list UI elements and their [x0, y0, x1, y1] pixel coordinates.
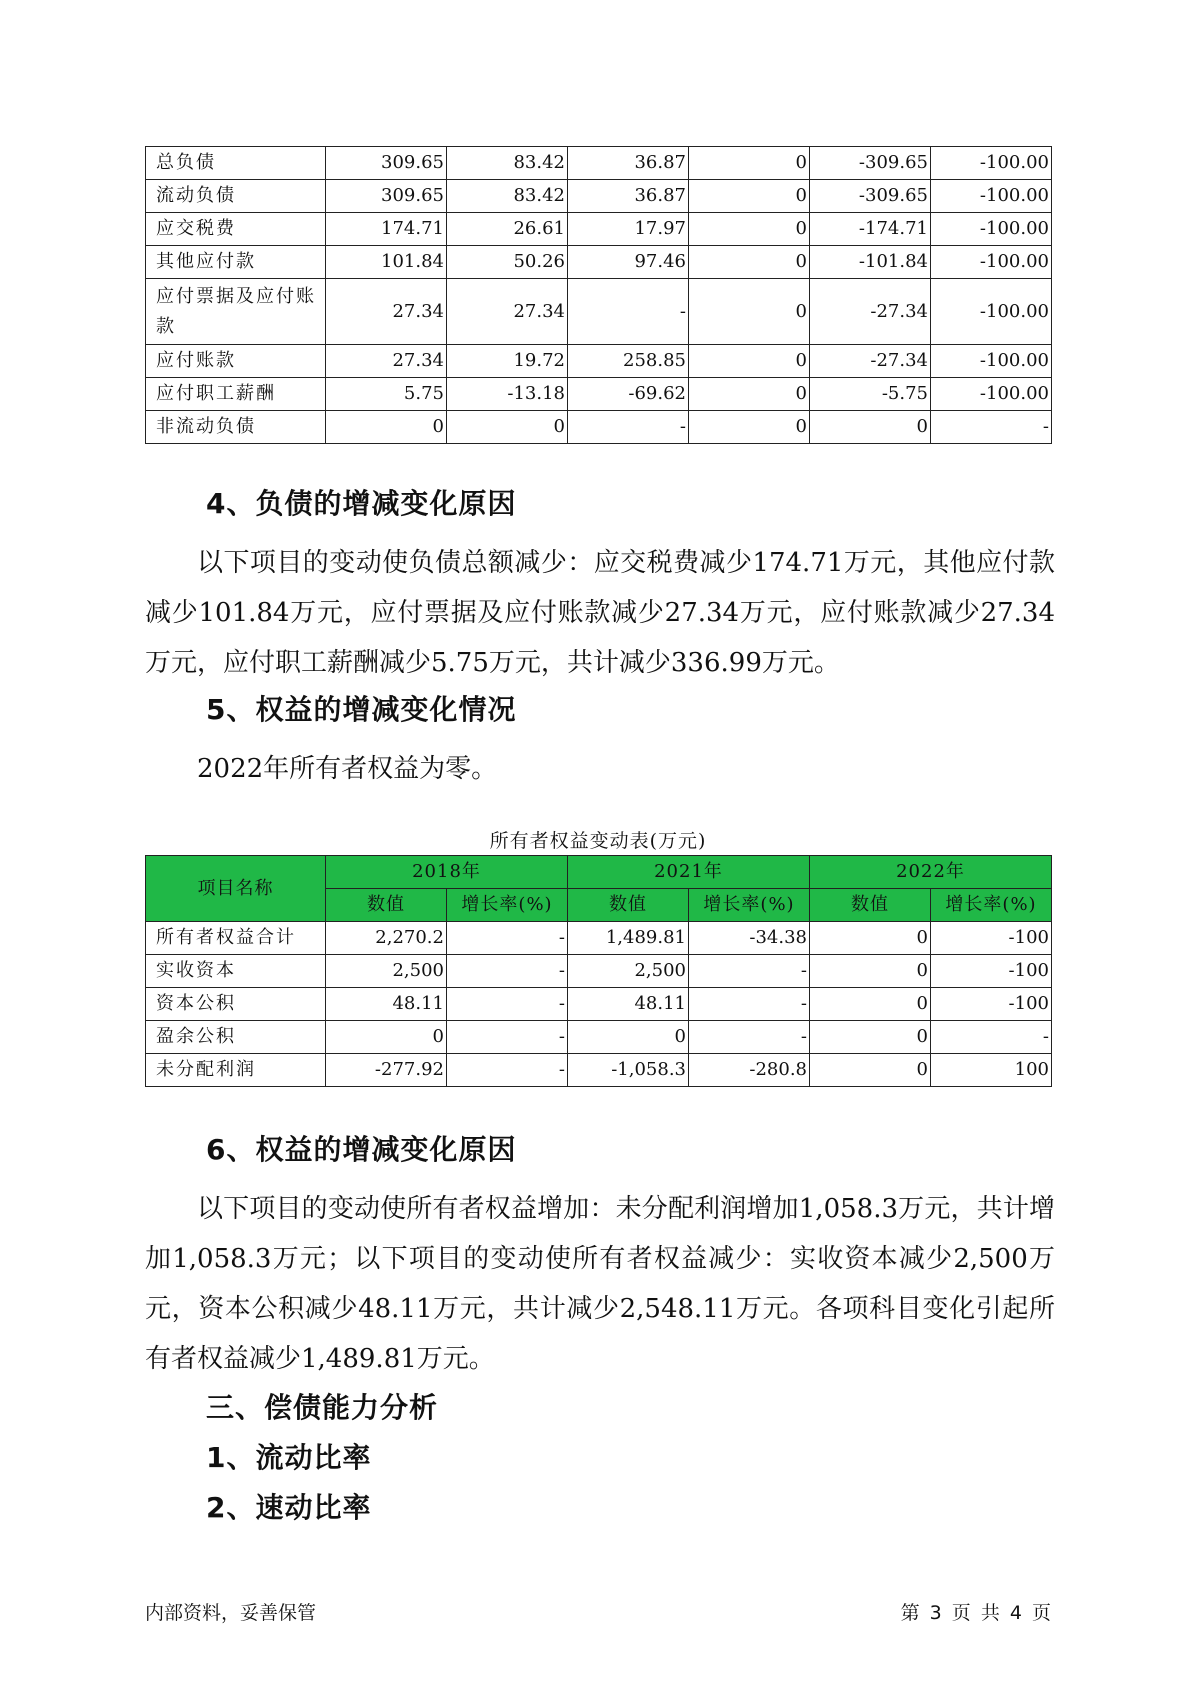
cell: -309.65: [810, 180, 931, 213]
cell: 101.84: [326, 246, 447, 279]
footer-confidential-note: 内部资料，妥善保管: [145, 1602, 317, 1624]
cell: -: [689, 1021, 810, 1054]
cell: -: [447, 988, 568, 1021]
cell: -27.34: [810, 345, 931, 378]
header-row: [146, 856, 1052, 889]
cell: 0: [689, 345, 810, 378]
section-three-heading: 三、偿债能力分析: [206, 1391, 439, 1424]
footer-page-number: 第 3 页 共 4 页: [900, 1602, 1051, 1624]
value-header: 数值: [326, 889, 447, 922]
cell: -100: [931, 988, 1052, 1021]
cell: 48.11: [568, 988, 689, 1021]
current-ratio-heading: 1、流动比率: [206, 1441, 372, 1474]
cell: -100.00: [931, 378, 1052, 411]
table-row: [146, 147, 1052, 180]
cell: 48.11: [326, 988, 447, 1021]
cell: 0: [810, 955, 931, 988]
cell: -5.75: [810, 378, 931, 411]
cell: 1,489.81: [568, 922, 689, 955]
cell: 0: [689, 246, 810, 279]
row-name: 未分配利润: [146, 1054, 326, 1087]
cell: 309.65: [326, 180, 447, 213]
row-name: 总负债: [146, 147, 326, 180]
year-header: 2021年: [568, 856, 810, 889]
liability-table: [145, 146, 1052, 444]
cell: 17.97: [568, 213, 689, 246]
cell: -100.00: [931, 279, 1052, 345]
cell: 0: [568, 1021, 689, 1054]
cell: -101.84: [810, 246, 931, 279]
cell: 0: [689, 213, 810, 246]
row-name: 其他应付款: [146, 246, 326, 279]
cell: -280.8: [689, 1054, 810, 1087]
year-header: 2018年: [326, 856, 568, 889]
section-5-paragraph: 2022年所有者权益为零。: [197, 754, 498, 784]
growth-header: 增长率(%): [447, 889, 568, 922]
cell: 36.87: [568, 147, 689, 180]
cell: -309.65: [810, 147, 931, 180]
cell: -: [568, 279, 689, 345]
table-row: [146, 988, 1052, 1021]
section-6-paragraph: 以下项目的变动使所有者权益增加：未分配利润增加1,058.3万元，共计增加1,058.3万元；以下项目的变动使所有者权益减少：实收资本减少2,500万元，资本公积减少48.11万元，共计减少2,548.11万元。各项科目变化引起所有者权益减少1,489.81万元。: [145, 1194, 1055, 1374]
section-6-heading: 6、权益的增减变化原因: [206, 1133, 517, 1166]
cell: 0: [810, 922, 931, 955]
growth-header: 增长率(%): [931, 889, 1052, 922]
table-row: [146, 1054, 1052, 1087]
cell: 2,500: [326, 955, 447, 988]
row-name: 应付票据及应付账款: [146, 279, 326, 345]
cell: 100: [931, 1054, 1052, 1087]
item-name-header: 项目名称: [146, 856, 326, 922]
cell: 0: [326, 1021, 447, 1054]
table-row: [146, 345, 1052, 378]
cell: -: [447, 955, 568, 988]
table-row: [146, 180, 1052, 213]
table-row: [146, 411, 1052, 444]
cell: -100: [931, 955, 1052, 988]
equity-table-caption: 所有者权益变动表(万元): [489, 830, 707, 852]
cell: 0: [689, 378, 810, 411]
row-name: 流动负债: [146, 180, 326, 213]
row-name: 所有者权益合计: [146, 922, 326, 955]
cell: 0: [326, 411, 447, 444]
cell: -100: [931, 922, 1052, 955]
row-name: 资本公积: [146, 988, 326, 1021]
cell: 2,500: [568, 955, 689, 988]
quick-ratio-heading: 2、速动比率: [206, 1491, 372, 1524]
cell: 83.42: [447, 147, 568, 180]
section-4-heading: 4、负债的增减变化原因: [206, 487, 517, 520]
cell: -34.38: [689, 922, 810, 955]
table-row: [146, 378, 1052, 411]
cell: -: [931, 411, 1052, 444]
cell: 309.65: [326, 147, 447, 180]
cell: 258.85: [568, 345, 689, 378]
year-header: 2022年: [810, 856, 1052, 889]
cell: -: [447, 922, 568, 955]
row-name: 盈余公积: [146, 1021, 326, 1054]
cell: 0: [810, 1054, 931, 1087]
cell: -: [447, 1054, 568, 1087]
cell: -174.71: [810, 213, 931, 246]
cell: -27.34: [810, 279, 931, 345]
cell: 36.87: [568, 180, 689, 213]
cell: 5.75: [326, 378, 447, 411]
cell: 174.71: [326, 213, 447, 246]
row-name: 应付账款: [146, 345, 326, 378]
cell: -: [931, 1021, 1052, 1054]
cell: 83.42: [447, 180, 568, 213]
cell: 19.72: [447, 345, 568, 378]
cell: 0: [689, 180, 810, 213]
cell: -: [568, 411, 689, 444]
cell: -: [447, 1021, 568, 1054]
table-row: [146, 279, 1052, 345]
section-4-paragraph: 以下项目的变动使负债总额减少：应交税费减少174.71万元，其他应付款减少101.84万元，应付票据及应付账款减少27.34万元，应付账款减少27.34万元，应付职工薪酬减少5.75万元，共计减少336.99万元。: [145, 548, 1055, 678]
cell: 0: [689, 279, 810, 345]
cell: -100.00: [931, 345, 1052, 378]
cell: 27.34: [447, 279, 568, 345]
cell: 26.61: [447, 213, 568, 246]
table-row: [146, 1021, 1052, 1054]
growth-header: 增长率(%): [689, 889, 810, 922]
cell: 27.34: [326, 345, 447, 378]
cell: 27.34: [326, 279, 447, 345]
cell: -: [689, 955, 810, 988]
cell: 0: [810, 411, 931, 444]
cell: 0: [447, 411, 568, 444]
table-row: [146, 922, 1052, 955]
value-header: 数值: [810, 889, 931, 922]
cell: -: [689, 988, 810, 1021]
cell: -1,058.3: [568, 1054, 689, 1087]
table-row: [146, 246, 1052, 279]
cell: 2,270.2: [326, 922, 447, 955]
cell: 0: [689, 411, 810, 444]
section-5-heading: 5、权益的增减变化情况: [206, 693, 517, 726]
cell: 0: [810, 988, 931, 1021]
cell: 0: [689, 147, 810, 180]
cell: -100.00: [931, 213, 1052, 246]
table-row: [146, 955, 1052, 988]
value-header: 数值: [568, 889, 689, 922]
cell: 0: [810, 1021, 931, 1054]
row-name: 应付职工薪酬: [146, 378, 326, 411]
row-name: 实收资本: [146, 955, 326, 988]
table-row: [146, 213, 1052, 246]
cell: -69.62: [568, 378, 689, 411]
equity-table: [145, 855, 1052, 1087]
cell: 50.26: [447, 246, 568, 279]
cell: -100.00: [931, 246, 1052, 279]
row-name: 非流动负债: [146, 411, 326, 444]
cell: -277.92: [326, 1054, 447, 1087]
cell: -100.00: [931, 180, 1052, 213]
cell: -13.18: [447, 378, 568, 411]
cell: 97.46: [568, 246, 689, 279]
cell: -100.00: [931, 147, 1052, 180]
row-name: 应交税费: [146, 213, 326, 246]
